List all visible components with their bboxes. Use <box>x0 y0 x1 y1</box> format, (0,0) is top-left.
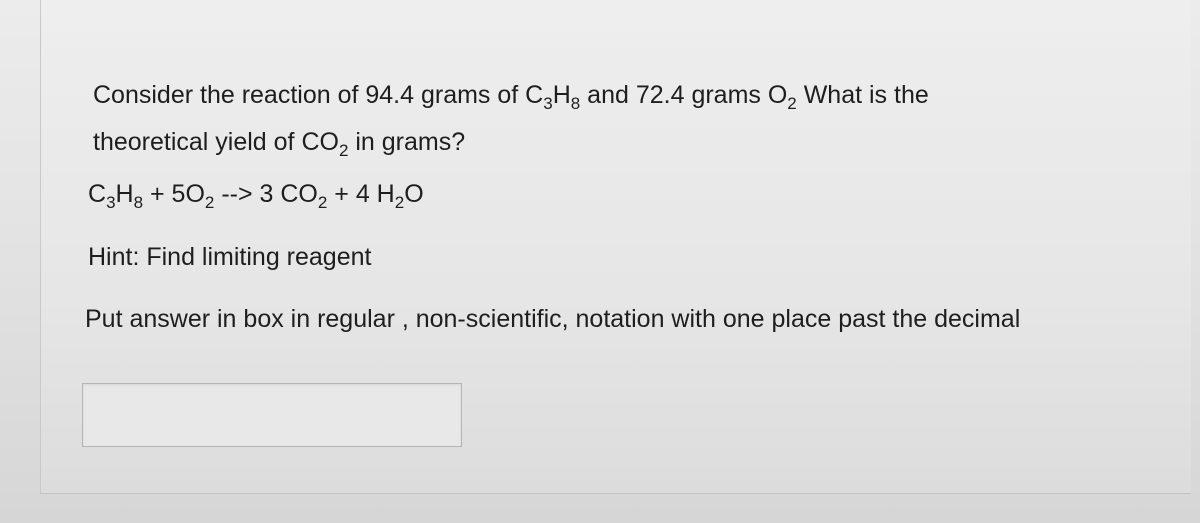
subscript: 2 <box>338 141 349 160</box>
equation-segment: + 5O <box>143 180 205 208</box>
equation-segment: --> 3 CO <box>214 180 318 208</box>
equation-segment: H <box>115 180 134 208</box>
subscript: 8 <box>133 193 144 212</box>
subscript: 2 <box>394 193 405 212</box>
subscript: 3 <box>106 193 116 212</box>
subscript: 3 <box>543 94 553 113</box>
answer-input[interactable] <box>82 383 462 447</box>
question-segment: and 72.4 grams O <box>580 81 788 109</box>
question-segment: in grams? <box>348 128 466 156</box>
subscript: 8 <box>570 94 581 113</box>
question-segment: What is the <box>796 81 929 109</box>
question-text <box>93 76 1073 170</box>
question-segment: H <box>552 81 571 109</box>
instruction-text: Put answer in box in regular , non-scientific, notation with one place past the decimal <box>85 305 1021 333</box>
question-line-1 <box>93 76 1073 123</box>
hint-text: Hint: Find limiting reagent <box>88 243 372 271</box>
equation-segment: O <box>404 180 424 208</box>
subscript: 2 <box>317 193 328 212</box>
question-segment: Consider the reaction of 94.4 grams of C <box>93 81 544 109</box>
chemical-equation <box>88 180 424 213</box>
subscript: 2 <box>204 193 215 212</box>
question-line-2 <box>93 123 1073 170</box>
equation-segment: C <box>88 180 107 208</box>
subscript: 2 <box>787 94 797 113</box>
equation-segment: + 4 H <box>327 180 395 208</box>
question-segment: theoretical yield of CO <box>93 128 339 156</box>
